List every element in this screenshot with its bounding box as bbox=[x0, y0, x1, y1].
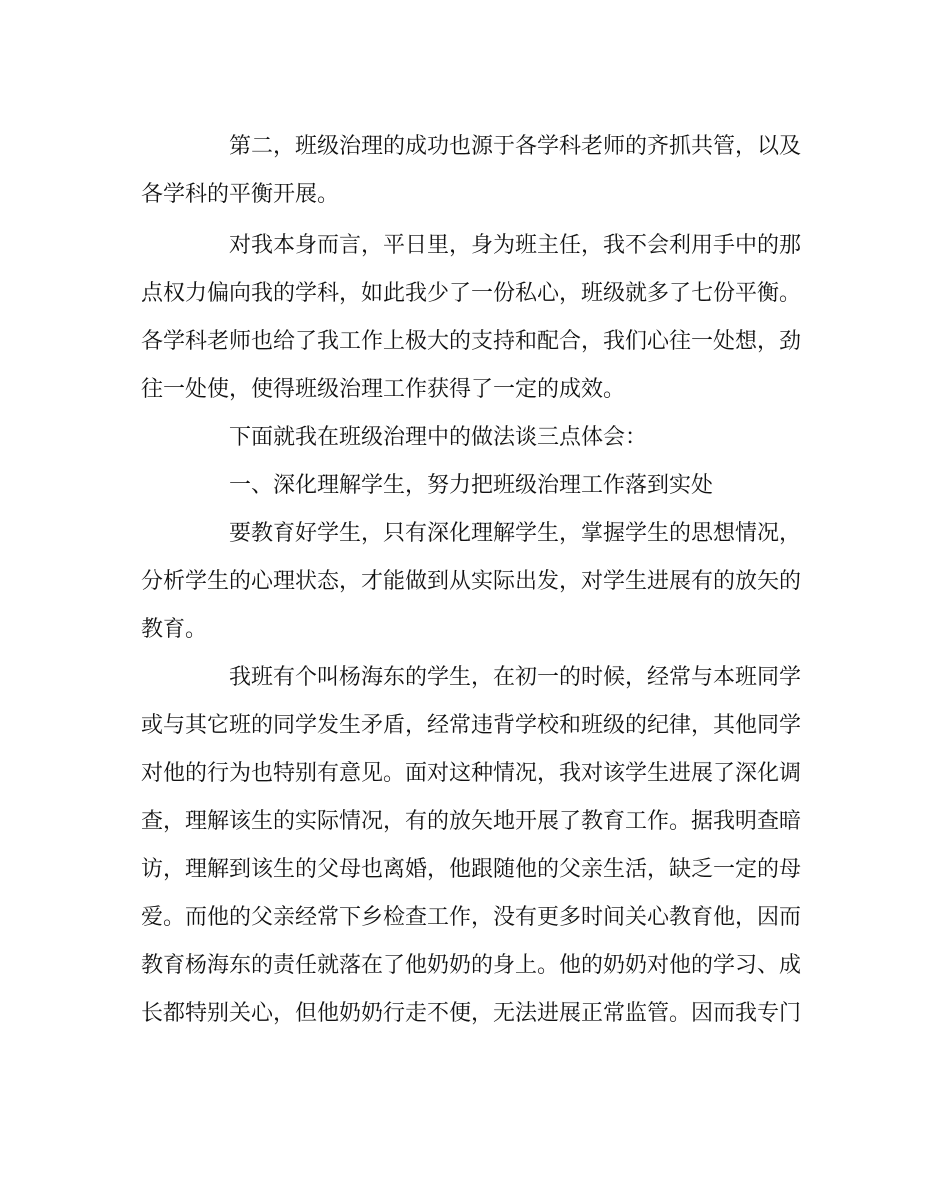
text-line: 对他的行为也特别有意见。面对这种情况，我对该学生进展了深化调 bbox=[141, 761, 802, 786]
text-line: 查，理解该生的实际情况，有的放矢地开展了教育工作。据我明查暗 bbox=[141, 809, 802, 834]
text-line: 点权力偏向我的学科，如此我少了一份私心，班级就多了七份平衡。 bbox=[141, 281, 802, 306]
text-line: 第二，班级治理的成功也源于各学科老师的齐抓共管，以及 bbox=[229, 134, 802, 159]
text-line: 分析学生的心理状态，才能做到从实际出发，对学生进展有的放矢的 bbox=[141, 569, 802, 594]
text-line: 往一处使，使得班级治理工作获得了一定的成效。 bbox=[141, 377, 626, 402]
section-heading: 一、深化理解学生，努力把班级治理工作落到实处 bbox=[229, 473, 714, 498]
text-line: 各学科的平衡开展。 bbox=[141, 182, 340, 207]
text-line: 要教育好学生，只有深化理解学生，掌握学生的思想情况， bbox=[229, 521, 802, 546]
text-line: 访，理解到该生的父母也离婚，他跟随他的父亲生活，缺乏一定的母 bbox=[141, 857, 802, 882]
text-line: 爱。而他的父亲经常下乡检查工作，没有更多时间关心教育他，因而 bbox=[141, 905, 802, 930]
text-line: 对我本身而言，平日里，身为班主任，我不会利用手中的那 bbox=[229, 233, 802, 258]
text-line: 各学科老师也给了我工作上极大的支持和配合，我们心往一处想，劲 bbox=[141, 329, 802, 354]
text-line: 教育。 bbox=[141, 617, 208, 642]
text-line: 或与其它班的同学发生矛盾，经常违背学校和班级的纪律，其他同学 bbox=[141, 713, 802, 738]
text-line: 教育杨海东的责任就落在了他奶奶的身上。他的奶奶对他的学习、成 bbox=[141, 953, 802, 978]
text-line: 我班有个叫杨海东的学生，在初一的时候，经常与本班同学 bbox=[229, 665, 802, 690]
text-line: 下面就我在班级治理中的做法谈三点体会： bbox=[229, 425, 648, 450]
text-line: 长都特别关心，但他奶奶行走不便，无法进展正常监管。因而我专门 bbox=[141, 1001, 802, 1026]
